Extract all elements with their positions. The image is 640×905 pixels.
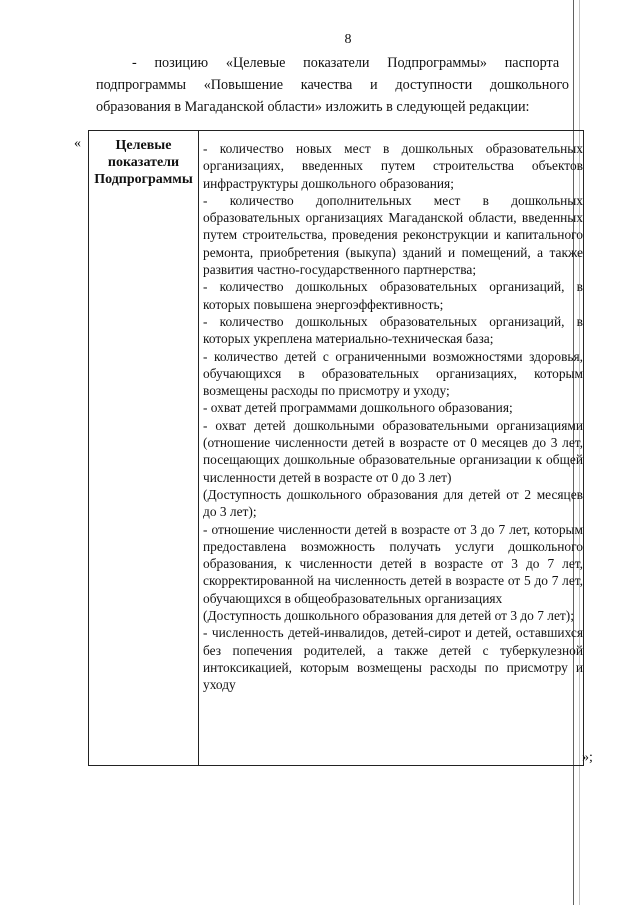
page-number: 8 [344, 32, 352, 47]
table-content-cell [203, 140, 583, 694]
indicator-item: (Доступность дошкольного образования для детей от 3 до 7 лет); [203, 608, 574, 624]
indicator-item: - охват детей дошкольными образовательными организациями (отношение численности детей в возрасте от 0 месяцев до 3 лет, посещающих дошкольные образовательные организации к общей численности детей в возрасте от 0 до 3 лет) [203, 417, 583, 485]
indicator-item: - количество новых мест в дошкольных образовательных организациях, введенных путем строительства объектов инфраструктуры дошкольного образования; [203, 141, 583, 191]
opening-quote: « [74, 136, 81, 151]
intro-line-3: образования в Магаданской области» изложить в следующей редакции: [96, 99, 530, 115]
intro-paragraph [96, 52, 598, 118]
indicator-item: - количество дошкольных образовательных организаций, в которых укреплена материально-техническая база; [203, 313, 583, 347]
indicator-item: - количество дополнительных мест в дошкольных образовательных организациях Магаданской области, введенных путем строительства, проведения реконструкции и капитального ремонта, приобретения (выкупа) зданий и помещений, а также развития частно-государственного партнерства; [203, 192, 583, 278]
table-column-divider [198, 131, 199, 765]
indicator-item: - охват детей программами дошкольного образования; [203, 400, 513, 416]
indicator-item: - отношение численности детей в возрасте от 3 до 7 лет, которым предоставлена возможность получать услуги дошкольного образования, к численности детей в возрасте от 3 до 7 лет, скорректированной на численность детей в возрасте от 5 до 7 лет, обучающихся в общеобразовательных организациях [203, 521, 583, 606]
intro-line-1: - позицию «Целевые показатели Подпрограммы» паспорта [132, 55, 560, 71]
indicator-item: - количество детей с ограниченными возможностями здоровья, обучающихся в образовательных организациях, которым возмещены расходы по присмотру и уходу; [203, 348, 583, 399]
indicator-item: (Доступность дошкольного образования для детей от 2 месяцев до 3 лет); [203, 486, 583, 520]
indicator-item: - численность детей-инвалидов, детей-сирот и детей, оставшихся без попечения родителей, а также детей с туберкулезной интоксикацией, которым возмещены расходы по присмотру и уходу [203, 625, 583, 693]
indicator-item: - количество дошкольных образовательных организаций, в которых повышена энергоэффективность; [203, 279, 583, 312]
intro-line-2: подпрограммы «Повышение качества и доступности дошкольного [96, 77, 570, 93]
closing-quote: »; [582, 750, 593, 765]
indicators-table [88, 130, 584, 766]
table-label-cell: Целевые показатели Подпрограммы [94, 138, 193, 187]
